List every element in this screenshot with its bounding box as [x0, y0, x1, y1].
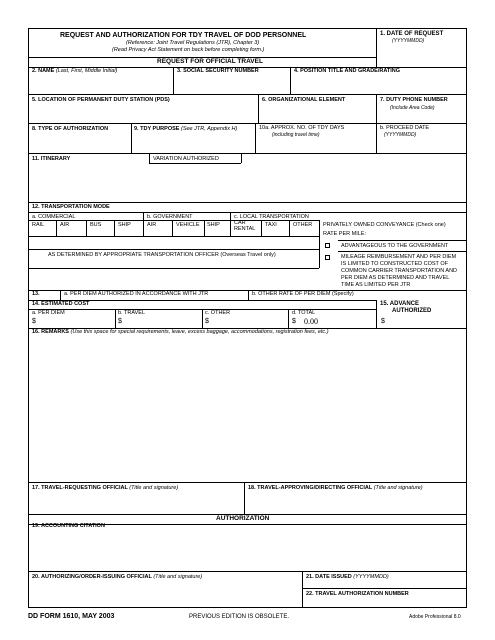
proceed-date-sub: (YYYYMMDD)	[384, 132, 417, 138]
transportation-mode-label: 12. TRANSPORTATION MODE	[32, 204, 110, 210]
itinerary-field[interactable]	[30, 165, 466, 201]
tdy-purpose-label: 9. TDY PURPOSE (See JTR, Appendix H)	[134, 126, 238, 132]
date-issued-label: 21. DATE ISSUED (YYYYMMDD)	[306, 574, 389, 580]
proceed-date-label: b. PROCEED DATE	[380, 125, 430, 131]
local-transportation-label: c. LOCAL TRANSPORTATION	[234, 214, 309, 220]
travel-currency: $	[118, 318, 122, 325]
travel-cost-label: b. TRAVEL	[118, 310, 146, 316]
mileage-checkbox[interactable]	[325, 255, 330, 260]
name-label: 2. NAME (Last, First, Middle Initial)	[32, 68, 118, 74]
date-of-request-field[interactable]	[378, 46, 466, 66]
mileage-line-4: PER DIEM AS DETERMINED AND TRAVEL	[341, 275, 450, 281]
authorizing-official-field[interactable]	[30, 583, 301, 607]
advance-label-1: 15. ADVANCE	[380, 301, 420, 307]
per-diem-currency: $	[32, 318, 36, 325]
form-reference: (Reference: Joint Travel Regulations (JTR), Chapter 3)	[126, 40, 260, 46]
pds-field[interactable]	[30, 106, 257, 122]
ssn-label: 3. SOCIAL SECURITY NUMBER	[177, 68, 259, 74]
ssn-field[interactable]	[175, 77, 289, 93]
tdy-days-field[interactable]	[257, 140, 375, 152]
section-request-title: REQUEST FOR OFFICIAL TRAVEL	[157, 58, 263, 65]
duty-phone-field[interactable]	[378, 113, 466, 122]
advance-field[interactable]	[388, 316, 466, 327]
mileage-line-3: COMMON CARRIER TRANSPORTATION AND	[341, 268, 458, 274]
privacy-note: (Read Privacy Act Statement on back before completing form.)	[112, 47, 265, 53]
pds-label: 5. LOCATION OF PERMANENT DUTY STATION (PDS)	[32, 97, 170, 103]
travel-auth-number-field[interactable]	[304, 599, 466, 607]
form-number: DD FORM 1610, MAY 2003	[28, 613, 115, 620]
variation-authorized-label: VARIATION AUTHORIZED	[153, 156, 219, 162]
mode-air[interactable]: AIR	[60, 222, 70, 228]
position-title-label: 4. POSITION TITLE AND GRADE/RATING	[294, 68, 401, 74]
org-element-field[interactable]	[260, 106, 375, 122]
duty-phone-label: 7. DUTY PHONE NUMBER	[380, 97, 448, 103]
other-rate-label: b. OTHER RATE OF PER DIEM (Specify)	[252, 291, 354, 297]
org-element-label: 6. ORGANIZATIONAL ELEMENT	[262, 97, 346, 103]
per-diem-section-label: 13.	[32, 291, 40, 297]
previous-edition-note: PREVIOUS EDITION IS OBSOLETE.	[189, 614, 290, 620]
total-cost-value[interactable]: 0.00	[304, 317, 318, 326]
authorizing-official-label: 20. AUTHORIZING/ORDER-ISSUING OFFICIAL (Title and signature)	[32, 574, 203, 580]
mileage-line-5: TIME AS LIMITED PER JTR	[341, 282, 411, 288]
accounting-citation-field[interactable]	[30, 532, 466, 569]
proceed-date-field[interactable]	[378, 140, 466, 152]
adv-govt-label: ADVANTAGEOUS TO THE GOVERNMENT	[341, 243, 449, 249]
requesting-official-field[interactable]	[30, 494, 243, 513]
software-note: Adobe Professional 8.0	[409, 614, 461, 620]
approving-official-field[interactable]	[246, 494, 466, 513]
other-cost-field[interactable]	[211, 317, 286, 327]
section-authorization-title: AUTHORIZATION	[216, 515, 270, 522]
other-cost-label: c. OTHER	[205, 310, 231, 316]
adv-govt-checkbox[interactable]	[325, 243, 330, 248]
total-cost-label: d. TOTAL	[292, 310, 316, 316]
itinerary-label: 11. ITINERARY	[32, 156, 71, 162]
position-title-field[interactable]	[292, 77, 466, 93]
advance-label-2: AUTHORIZED	[392, 308, 432, 314]
mode-taxi[interactable]: TAXI	[265, 222, 277, 228]
mode-gov-ship[interactable]: SHIP	[207, 222, 220, 228]
estimated-cost-label: 14. ESTIMATED COST	[32, 301, 90, 307]
total-currency: $	[292, 318, 296, 325]
other-currency: $	[205, 318, 209, 325]
travel-auth-number-label: 22. TRAVEL AUTHORIZATION NUMBER	[306, 591, 409, 597]
mileage-line-1: MILEAGE REIMBURSEMENT AND PER DIEM	[341, 254, 457, 260]
tdy-days-sub: (including travel time)	[272, 132, 320, 138]
rate-per-mile-label: RATE PER MILE:	[323, 231, 366, 237]
mode-gov-air[interactable]: AIR	[147, 222, 157, 228]
mode-gov-vehicle[interactable]: VEHICLE	[176, 222, 200, 228]
per-diem-authorized-label: a. PER DIEM AUTHORIZED IN ACCORDANCE WITH JTR	[64, 291, 209, 297]
mode-other[interactable]: OTHER	[293, 222, 313, 228]
form-title: REQUEST AND AUTHORIZATION FOR TDY TRAVEL OF DOD PERSONNEL	[60, 32, 307, 39]
per-diem-cost-label: a. PER DIEM	[32, 310, 65, 316]
government-label: b. GOVERNMENT	[147, 214, 193, 220]
accounting-citation-label: 19. ACCOUNTING CITATION	[32, 523, 105, 529]
per-diem-cost-field[interactable]	[38, 317, 113, 327]
tdy-days-label: 10a. APPROX. NO. OF TDY DAYS	[259, 125, 345, 131]
mode-bus[interactable]: BUS	[90, 222, 102, 228]
date-of-request-label: 1. DATE OF REQUEST	[380, 31, 444, 37]
name-field[interactable]	[30, 77, 172, 93]
tdy-purpose-field[interactable]	[133, 135, 254, 152]
remarks-field[interactable]	[30, 338, 466, 480]
mileage-line-2: IS LIMITED TO CONSTRUCTED COST OF	[341, 261, 448, 267]
auth-type-label: 8. TYPE OF AUTHORIZATION	[32, 126, 109, 132]
date-issued-field[interactable]	[304, 581, 466, 587]
travel-cost-field[interactable]	[124, 317, 199, 327]
rate-per-mile-field[interactable]	[378, 230, 466, 237]
date-of-request-sub: (YYYYMMDD)	[392, 38, 425, 44]
mode-ship[interactable]: SHIP	[118, 222, 131, 228]
mode-rail[interactable]: RAIL	[32, 222, 45, 228]
mode-car-rental[interactable]: CAR RENTAL	[234, 220, 256, 232]
approving-official-label: 18. TRAVEL-APPROVING/DIRECTING OFFICIAL (Title and signature)	[248, 485, 423, 491]
duty-phone-sub: (Include Area Code)	[390, 105, 435, 111]
poc-label: PRIVATELY OWNED CONVEYANCE (Check one)	[323, 222, 446, 228]
advance-currency: $	[381, 318, 385, 325]
commercial-label: a. COMMERCIAL	[32, 214, 76, 220]
requesting-official-label: 17. TRAVEL-REQUESTING OFFICIAL (Title and signature)	[32, 485, 179, 491]
auth-type-field[interactable]	[30, 135, 130, 152]
remarks-label: 16. REMARKS (Use this space for special requirements, leave, excess baggage, accommodations, registration fees, etc.)	[32, 329, 329, 335]
transportation-officer-label: AS DETERMINED BY APPROPRIATE TRANSPORTATION OFFICER (Overseas Travel only)	[48, 252, 276, 258]
